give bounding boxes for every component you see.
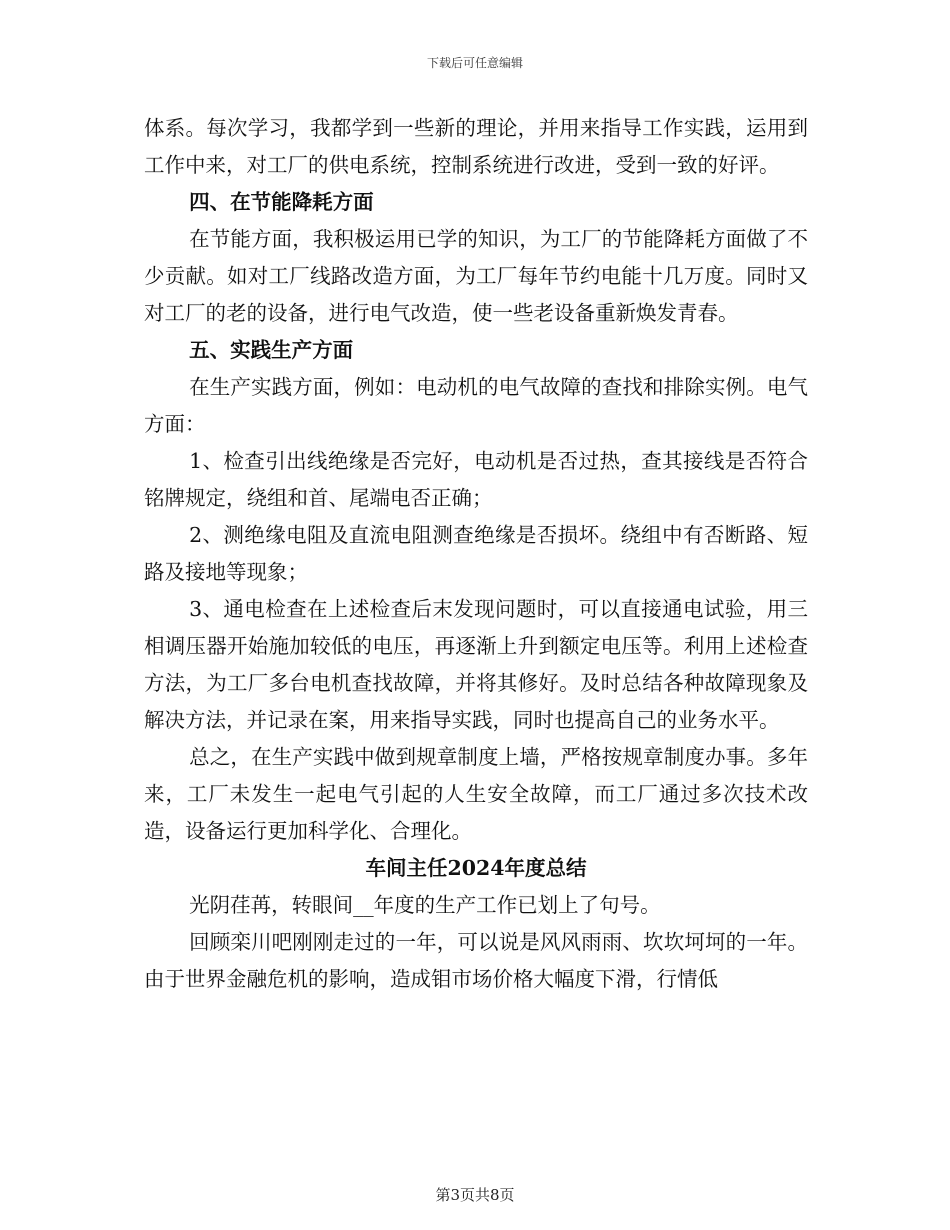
section-heading-energy-saving: 四、在节能降耗方面 [189,190,374,214]
section-heading-production-practice: 五、实践生产方面 [189,338,354,362]
paragraph-review: 回顾栾川吧刚刚走过的一年，可以说是风风雨雨、坎坎坷坷的一年。由于世界金融危机的影响，造成钼市场价格大幅度下滑，行情低 [144,930,808,991]
page-header: 下载后可任意编辑 [426,56,523,70]
list-item-1: 1、检查引出线绝缘是否完好，电动机是否过热，查其接线是否符合铭牌规定，绕组和首、尾端电否正确； [144,449,808,510]
paragraph-summary: 总之，在生产实践中做到规章制度上墙，严格按规章制度办事。多年来，工厂未发生一起电气引起的人生安全故障，而工厂通过多次技术改造，设备运行更加科学化、合理化。 [144,745,808,843]
list-item-3: 3、通电检查在上述检查后末发现问题时，可以直接通电试验，用三相调压器开始施加较低的电压，再逐渐上升到额定电压等。利用上述检查方法，为工厂多台电机查找故障，并将其修好。及时总结各种故障现象及解决方法，并记录在案，用来指导实践，同时也提高自己的业务水平。 [144,597,808,732]
list-item-2: 2、测绝缘电阻及直流电阻测查绝缘是否损坏。绕组中有否断路、短路及接地等现象； [144,523,808,584]
paragraph-production-intro: 在生产实践方面，例如：电动机的电气故障的查找和排除实例。电气方面： [144,375,808,436]
paragraph-continuation: 体系。每次学习，我都学到一些新的理论，并用来指导工作实践，运用到工作中来，对工厂的供电系统，控制系统进行改进，受到一致的好评。 [144,116,808,177]
paragraph-opening: 光阴荏苒，转眼间__年度的生产工作已划上了句号。 [189,893,661,917]
page-footer: 第3页共8页 [435,1186,515,1204]
document-title: 车间主任2024年度总结 [365,856,587,880]
paragraph-energy-saving: 在节能方面，我积极运用已学的知识，为工厂的节能降耗方面做了不少贡献。如对工厂线路改造方面，为工厂每年节约电能十几万度。同时又对工厂的老的设备，进行电气改造，使一些老设备重新焕发青春。 [144,227,808,325]
document-body [144,110,808,998]
